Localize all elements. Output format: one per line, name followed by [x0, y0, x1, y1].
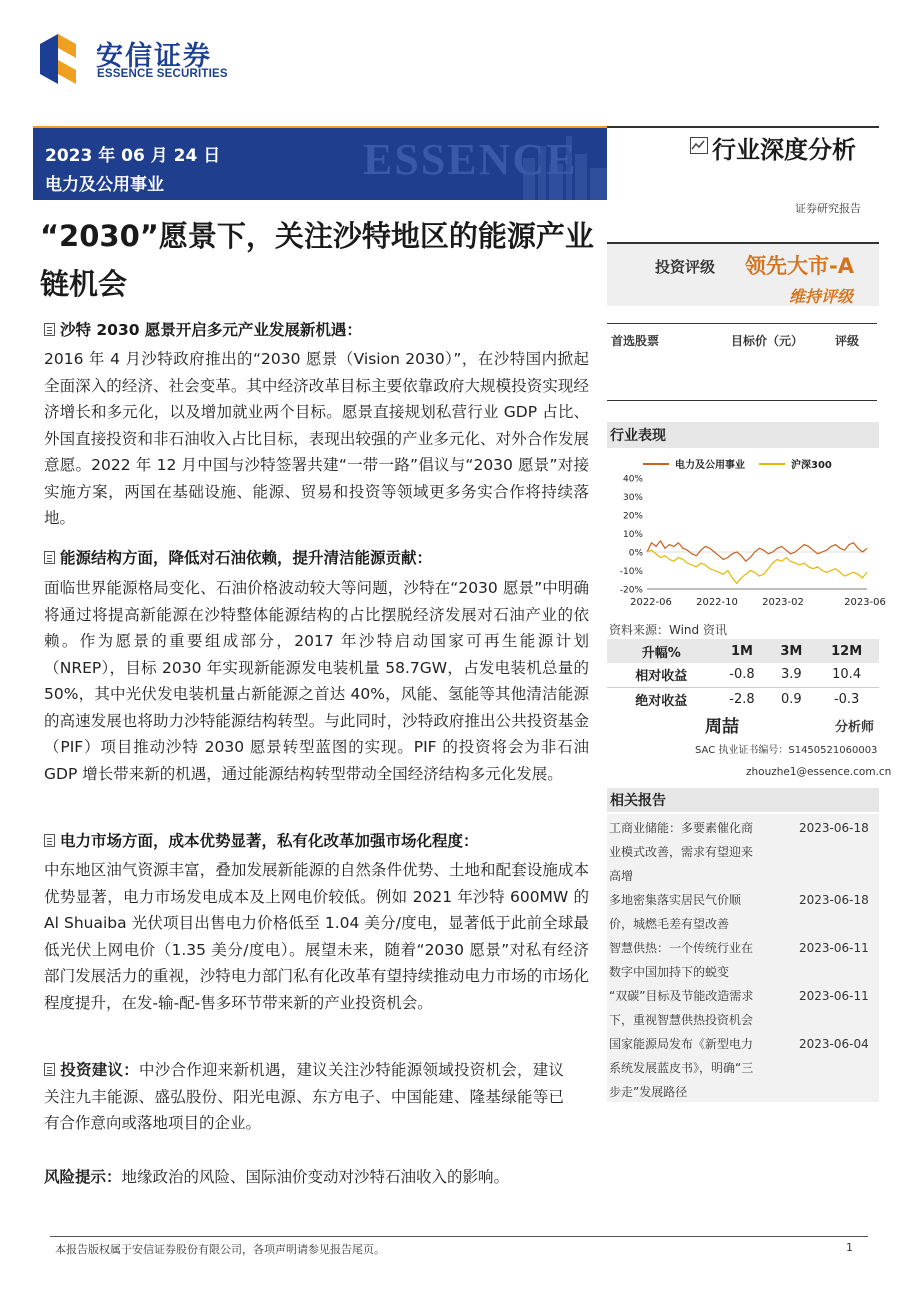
logo-mark-icon	[40, 34, 86, 84]
rating-box	[607, 242, 879, 306]
rating-sub: 维持评级	[789, 287, 854, 306]
related-report-title-line: 多地密集落实居民气价顺	[609, 893, 742, 907]
section-heading-text: 电力市场方面，成本优势显著，私有化改革加强市场化程度：	[60, 832, 479, 850]
table-cell: 3.9	[768, 663, 814, 687]
analyst-sac-number: SAC 执业证书编号：S1450521060003	[695, 745, 878, 756]
investment-advice	[44, 1057, 564, 1137]
related-report-date: 2023-06-04	[799, 1037, 869, 1051]
report-sector: 电力及公用事业	[45, 175, 164, 195]
table-cell: -0.8	[715, 663, 768, 687]
analyst-email[interactable]: zhouzhe1@essence.com.cn	[746, 766, 892, 778]
related-report-title-line: 数字中国加持下的蜕变	[609, 965, 730, 979]
chart-icon	[690, 137, 708, 154]
series-line	[647, 550, 867, 583]
related-report-title-line: 国家能源局发布《新型电力	[609, 1037, 754, 1051]
related-report-title-line: 系统发展蓝皮书》，明确“三	[609, 1061, 754, 1075]
y-tick-label: 40%	[622, 474, 643, 485]
table-row-label: 绝对收益	[635, 693, 688, 709]
table-cell: 0.9	[780, 691, 802, 707]
x-tick-label: 2022-06	[630, 597, 672, 608]
related-report-title-line: 业模式改善，需求有望迎来	[609, 845, 754, 859]
performance-table	[607, 639, 879, 711]
related-report-date: 2023-06-11	[799, 989, 869, 1003]
picks-col-stock: 首选股票	[611, 334, 660, 348]
table-header-row	[607, 639, 879, 663]
analyst-name: 周喆	[705, 717, 739, 737]
related-report-title-line: 工商业储能：多要素催化商	[609, 821, 754, 835]
related-report-date: 2023-06-18	[799, 821, 869, 835]
x-tick-label: 2023-06	[844, 597, 886, 608]
section-heading-text: 能源结构方面，降低对石油依赖，提升清洁能源贡献：	[60, 549, 433, 567]
risk-label: 风险提示：	[44, 1168, 122, 1186]
report-title: “2030”愿景下，关注沙特地区的能源产业链机会	[40, 219, 594, 301]
section-heading	[44, 546, 432, 568]
table-header-cell: 3M	[768, 639, 814, 663]
y-tick-label: 10%	[622, 530, 643, 540]
advice-label: 投资建议：	[60, 1061, 139, 1079]
section-paragraph: 面临世界能源格局变化、石油价格波动较大等问题，沙特在“2030 愿景”中明确将通过将提高新能源在沙特整体能源结构的占比摆脱经济发展对石油产业的依赖。作为愿景的重要组成部分，2017 年沙特启动国家可再生能源计划（NREP），目标 2030 年实现新能源发电装机量 58.7GW，占发电装机总量的 50%，其中光伏发电装机量占新能源之首达 40%，风能、氢能等其他清洁能源的高速发展也将助力沙特能源结构转型。与此同时，沙特政府推出公共投资基金（PIF）项目推动沙特 2030 愿景转型蓝图的实现。PIF 的投资将会为非石油 GDP 增长带来新的机遇，通过能源结构转型带动全国经济结构多元化发展。	[44, 579, 589, 783]
related-reports-heading-text: 相关报告	[610, 793, 666, 809]
rating-label: 投资评级	[655, 258, 716, 276]
risk-notice	[44, 1165, 604, 1187]
company-logo	[40, 30, 240, 90]
table-header-cell: 12M	[814, 639, 879, 663]
y-tick-label: -20%	[619, 585, 643, 596]
list-icon	[44, 834, 55, 847]
footer-disclaimer: 本报告版权属于安信证券股份有限公司，各项声明请参见报告尾页。	[55, 1243, 385, 1256]
section-paragraph: 2016 年 4 月沙特政府推出的“2030 愿景（Vision 2030）”，在沙特国内掀起全面深入的经济、社会变革。其中经济改革目标主要依靠政府大规模投资实现经济增长和多元化，以及增加就业两个目标。愿景直接规划私营行业 GDP 占比、外国直接投资和非石油收入占比目标，表现出较强的产业多元化、对外合作发展意愿。2022 年 12 月中国与沙特签署共建“一带一路”倡议与“2030 愿景”对接实施方案，两国在基础设施、能源、贸易和投资等领域更多务实合作将持续落地。	[44, 350, 589, 527]
list-icon	[44, 323, 55, 336]
table-cell: 10.4	[814, 663, 879, 687]
y-tick-label: 30%	[622, 493, 643, 503]
related-report-title-line: 价，城燃毛差有望改善	[609, 917, 730, 931]
related-report-title[interactable]	[609, 888, 789, 936]
banner-watermark: ESSENCE	[363, 135, 578, 184]
x-tick-label: 2023-02	[762, 597, 804, 608]
advice-text: 中沙合作迎来新机遇，建议关注沙特能源领域投资机会，建议关注九丰能源、盛弘股份、阳光电源、东方电子、中国能建、隆基绿能等已有合作意向或落地项目的企业。	[44, 1061, 564, 1132]
performance-chart	[607, 448, 886, 620]
related-reports-heading	[607, 788, 879, 812]
section-heading-text: 沙特 2030 愿景开启多元产业发展新机遇：	[60, 321, 362, 339]
related-report-date: 2023-06-11	[799, 941, 869, 955]
section-heading	[44, 829, 479, 851]
securities-report-label: 证券研究报告	[795, 202, 861, 215]
risk-text: 地缘政治的风险、国际油价变动对沙特石油收入的影响。	[121, 1168, 510, 1186]
related-report-title[interactable]	[609, 1032, 789, 1104]
related-report-title-line: 智慧供热：一个传统行业在	[609, 941, 754, 955]
page-number: 1	[846, 1241, 853, 1254]
related-report-title[interactable]	[609, 984, 789, 1032]
picks-col-target: 目标价（元）	[731, 334, 804, 348]
table-header-cell: 升幅%	[607, 639, 715, 663]
logo-text-en: ESSENCE SECURITIES	[97, 68, 228, 80]
table-row	[607, 663, 879, 687]
picked-stocks-table	[607, 323, 877, 401]
related-report-title-line: 下，重视智慧供热投资机会	[609, 1013, 754, 1027]
related-report-title-line: “双碳”目标及节能改造需求	[609, 989, 754, 1003]
table-cell: -0.3	[833, 691, 860, 707]
picks-col-rating: 评级	[835, 334, 860, 348]
related-report-date: 2023-06-18	[799, 893, 869, 907]
right-column-rule	[607, 126, 879, 128]
section-paragraph: 中东地区油气资源丰富，叠加发展新能源的自然条件优势、土地和配套设施成本优势显著，电力市场发电成本及上网电价较低。例如 2021 年沙特 600MW 的 Al Shuaiba 光伏项目出售电力价格低至 1.04 美分/度电，显著低于此前全球最低光伏上网电价（1.35 美分/度电）。展望未来，随着“2030 愿景”对私有经济部门发展活力的重视，沙特电力部门私有化改革有望持续推动电力市场的市场化程度提升，在发-输-配-售多环节带来新的产业投资机会。	[44, 861, 589, 1012]
report-date: 2023 年 06 月 24 日	[45, 146, 221, 166]
chart-source: 资料来源：Wind 资讯	[609, 623, 727, 637]
y-tick-label: -10%	[619, 567, 643, 577]
legend-label: 沪深300	[791, 460, 832, 471]
list-icon	[44, 1063, 55, 1076]
y-tick-label: 20%	[622, 511, 643, 522]
analyst-role: 分析师	[835, 720, 875, 735]
legend-label: 电力及公用事业	[675, 460, 745, 471]
table-row	[607, 687, 879, 711]
x-tick-label: 2022-10	[696, 597, 738, 608]
rating-value: 领先大市-A	[745, 254, 854, 278]
footer-rule	[50, 1236, 868, 1237]
table-cell: -2.8	[729, 691, 755, 707]
logo-text-cn: 安信证券	[96, 41, 212, 72]
performance-heading	[607, 422, 879, 448]
related-report-title-line: 步走”发展路径	[609, 1085, 688, 1099]
report-type: 行业深度分析	[712, 136, 856, 164]
related-report-title[interactable]	[609, 816, 789, 888]
section-heading	[44, 318, 362, 340]
table-row-label: 相对收益	[607, 663, 715, 687]
related-reports-list	[607, 814, 879, 1102]
table-header-cell: 1M	[715, 639, 768, 663]
related-report-title-line: 高增	[609, 869, 634, 883]
header-banner	[33, 128, 607, 200]
performance-heading-text: 行业表现	[610, 428, 666, 444]
list-icon	[44, 551, 55, 564]
y-tick-label: 0%	[628, 548, 643, 559]
related-report-title[interactable]	[609, 936, 789, 984]
